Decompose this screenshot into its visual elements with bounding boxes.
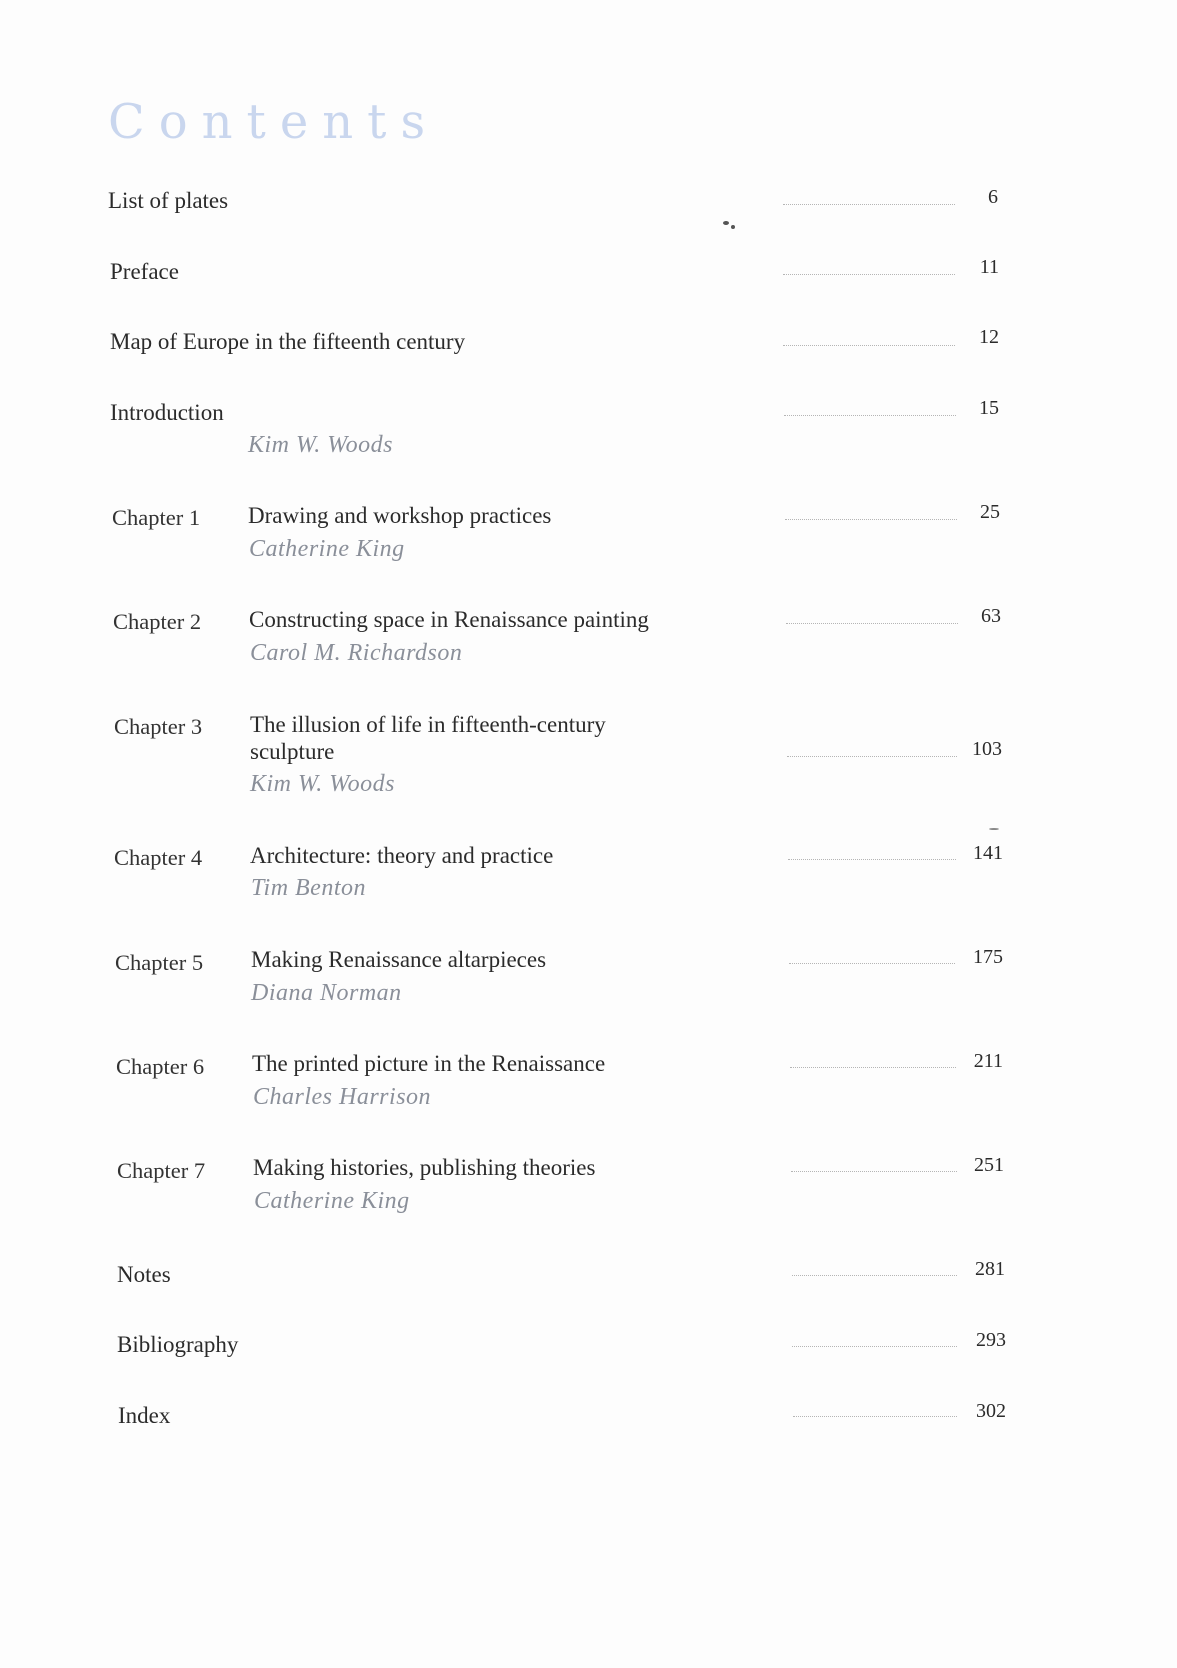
- dot-leader: [788, 859, 956, 860]
- scan-speck: [723, 221, 729, 225]
- dot-leader: [789, 963, 955, 964]
- dot-leader: [786, 623, 958, 624]
- chapter-number: Chapter 2: [113, 609, 202, 634]
- chapter-title: Making Renaissance altarpieces: [251, 947, 547, 972]
- page-number: 63: [981, 605, 1001, 627]
- chapter-title-line-1: The illusion of life in fifteenth-century: [250, 712, 606, 737]
- page-number: 15: [979, 397, 999, 419]
- page-number: 251: [974, 1154, 1004, 1176]
- toc-label: Notes: [117, 1262, 171, 1287]
- dot-leader: [791, 1171, 957, 1172]
- page-number: 6: [988, 186, 998, 208]
- dot-leader: [792, 1275, 957, 1276]
- chapter-number: Chapter 7: [117, 1158, 206, 1183]
- chapter-number: Chapter 1: [112, 505, 201, 530]
- dot-leader: [793, 1416, 957, 1417]
- toc-label: Map of Europe in the fifteenth century: [110, 329, 466, 354]
- chapter-number: Chapter 4: [114, 845, 203, 870]
- page-number: 103: [972, 738, 1002, 760]
- dot-leader: [792, 1346, 957, 1347]
- chapter-number: Chapter 6: [116, 1054, 205, 1079]
- chapter-title: Constructing space in Renaissance painting: [249, 607, 649, 632]
- dot-leader: [784, 415, 956, 416]
- toc-author: Kim W. Woods: [248, 432, 393, 458]
- toc-author: Carol M. Richardson: [250, 640, 463, 666]
- scan-speck: [989, 828, 999, 830]
- chapter-number: Chapter 5: [115, 950, 204, 975]
- page-number: 302: [976, 1400, 1006, 1422]
- toc-author: Kim W. Woods: [250, 771, 395, 797]
- toc-label: Bibliography: [117, 1332, 239, 1357]
- page-number: 293: [976, 1329, 1006, 1351]
- toc-label: List of plates: [108, 188, 229, 213]
- toc-author: Catherine King: [254, 1188, 410, 1214]
- page-number: 175: [973, 946, 1003, 968]
- page-number: 12: [979, 326, 999, 348]
- scan-speck: [731, 225, 735, 229]
- toc-author: Charles Harrison: [253, 1084, 432, 1110]
- chapter-title: Architecture: theory and practice: [250, 843, 554, 868]
- page-number: 211: [973, 1050, 1003, 1072]
- page-title: Contents: [108, 94, 440, 150]
- toc-author: Tim Benton: [251, 875, 367, 901]
- toc-label: Index: [118, 1403, 171, 1428]
- page-number: 11: [979, 256, 999, 278]
- toc-author: Diana Norman: [251, 980, 402, 1006]
- dot-leader: [785, 519, 957, 520]
- toc-label: Preface: [110, 259, 179, 284]
- dot-leader: [790, 1067, 956, 1068]
- page-number: 141: [973, 842, 1003, 864]
- toc-label: Introduction: [110, 400, 224, 425]
- page-number: 281: [975, 1258, 1005, 1280]
- dot-leader: [783, 274, 955, 275]
- chapter-title-line-2: sculpture: [250, 739, 335, 764]
- chapter-title: Drawing and workshop practices: [248, 503, 552, 528]
- dot-leader: [787, 756, 957, 757]
- page-number: 25: [980, 501, 1000, 523]
- dot-leader: [783, 345, 955, 346]
- dot-leader: [783, 204, 955, 205]
- toc-author: Catherine King: [249, 536, 405, 562]
- chapter-title: The printed picture in the Renaissance: [252, 1051, 606, 1076]
- chapter-title: Making histories, publishing theories: [253, 1155, 596, 1180]
- chapter-number: Chapter 3: [114, 714, 203, 739]
